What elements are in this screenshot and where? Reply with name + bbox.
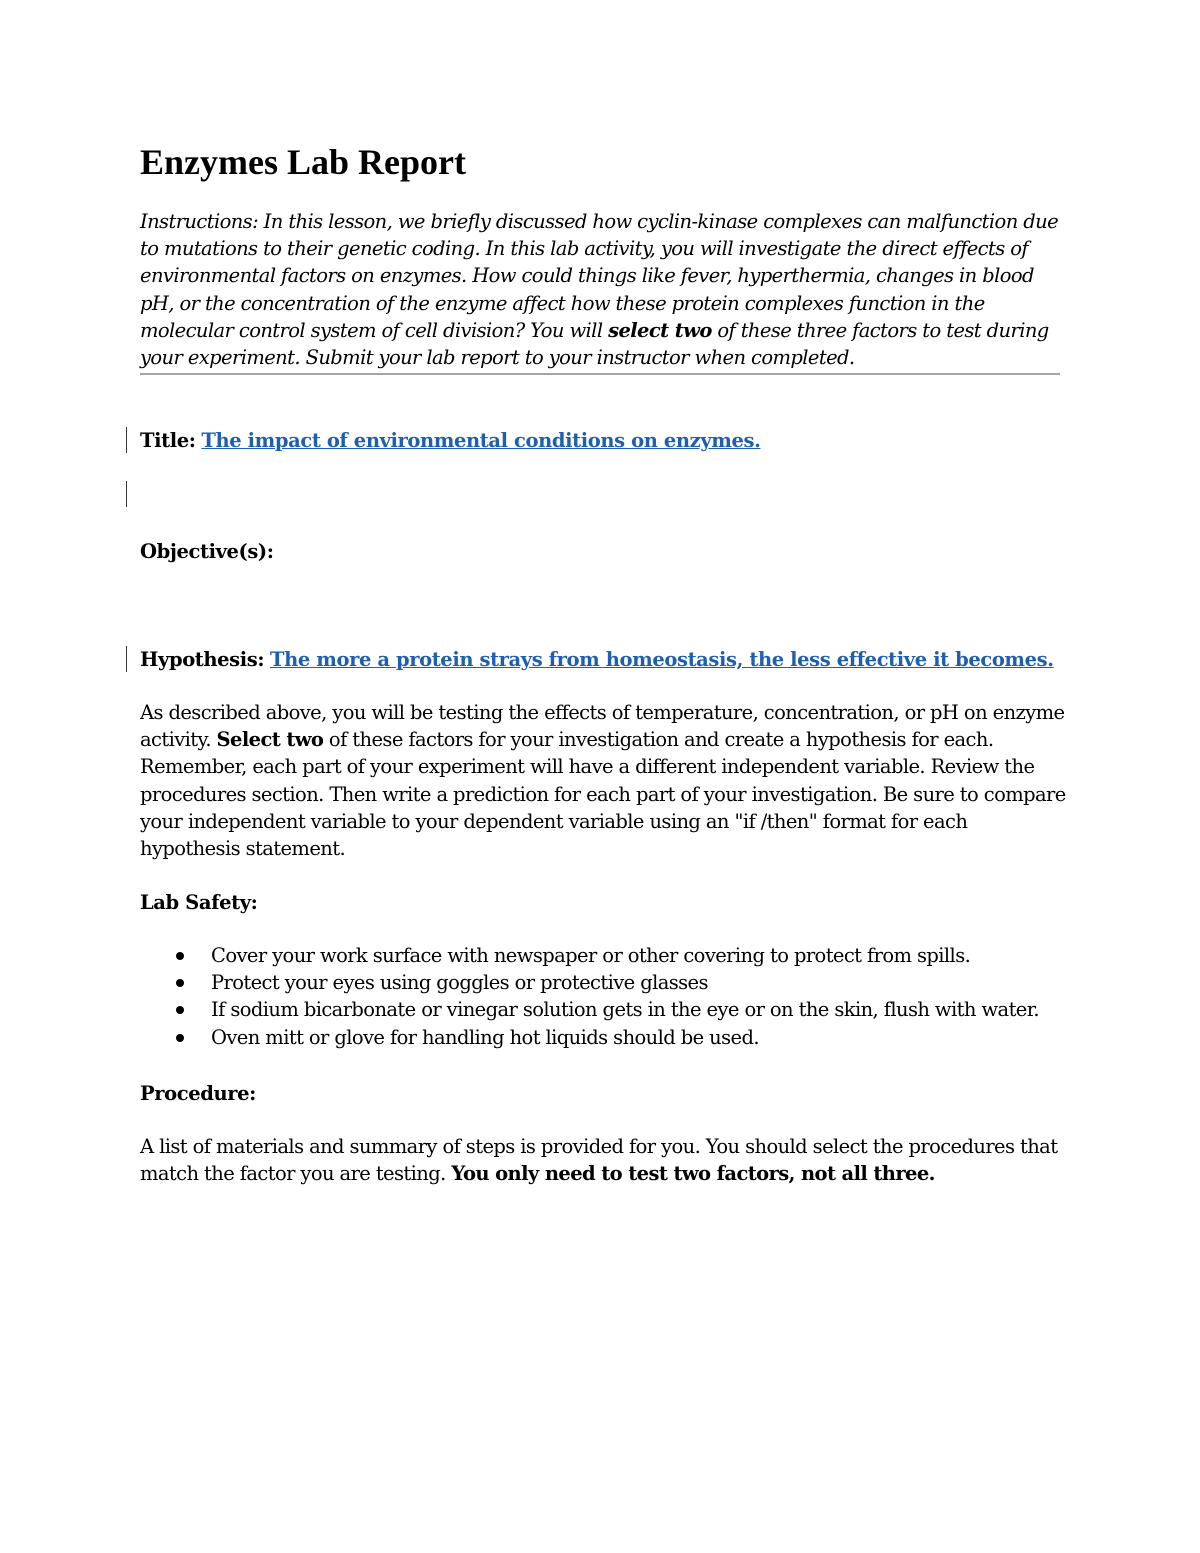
hypothesis-description [140,699,1070,862]
document-title: Enzymes Lab Report [140,142,466,182]
revision-bar-hypothesis [126,646,127,672]
lab-safety-list [140,942,1070,1051]
list-item [140,1024,1070,1051]
lab-safety-label: Lab Safety: [140,891,258,914]
lab-safety-heading [140,889,257,916]
hypothesis-description-b: of these factors for your investigation and create a hypothesis for each. Remember, each part of your experiment will have a different independent variable. Review the procedures section. Then write a prediction for each part of your investigation. Be sure to compare your independent variable to your dependent variable using an "if /then" format for each hypothesis statement. [140,728,1066,861]
instructions-emphasis: select two [608,318,712,342]
title-value-link[interactable]: The impact of environmental conditions on enzymes. [201,429,761,452]
revision-bar-title [126,427,127,453]
hypothesis-label: Hypothesis: [140,648,265,671]
hypothesis-field [140,646,1054,673]
bullet-icon [176,979,184,987]
hypothesis-description-bold: Select two [216,728,324,752]
bullet-icon [176,952,184,960]
list-item-text: Cover your work surface with newspaper or other covering to protect from spills. [211,944,971,967]
list-item [140,969,1070,996]
revision-bar-empty-line [126,481,127,507]
procedure-text: A list of materials and summary of steps is provided for you. You should select the procedures that match the factor you are testing. [140,1135,1058,1186]
hypothesis-description-a: As described above, you will be testing the effects of temperature, concentration, or pH on enzyme activity. [140,701,1065,752]
instructions-lead: Instructions: In this lesson, we briefly discussed how cyclin-kinase complexes can malfunction due to mutations to their genetic coding. In this lab activity, you will investigate the direct effects of environmental factors on enzymes. How could things like fever, hyperthermia, changes in blood pH, or the concentration of the enzyme affect how these protein complexes function in the molecular control system of cell division? You will [140,210,1059,342]
procedure-label: Procedure: [140,1082,256,1105]
list-item-text: Oven mitt or glove for handling hot liquids should be used. [211,1025,759,1049]
procedure-bold-text: You only need to test two factors, not all three. [451,1162,935,1186]
hypothesis-value-link[interactable]: The more a protein strays from homeostasis, the less effective it becomes. [269,648,1054,671]
objectives-label: Objective(s): [140,540,274,563]
procedure-heading [140,1080,256,1107]
procedure-paragraph [140,1133,1070,1187]
list-item [140,942,1070,969]
list-item-text: Protect your eyes using goggles or protective glasses [211,971,708,995]
bullet-icon [176,1006,184,1014]
title-field [140,427,760,454]
list-item-text: If sodium bicarbonate or vinegar solution gets in the eye or on the skin, flush with water. [211,998,1039,1022]
instructions-tail: of these three factors to test during your experiment. Submit your lab report to your instructor when completed. [140,318,1049,370]
bullet-icon [176,1034,184,1042]
objectives-field [140,538,274,565]
instructions-paragraph [140,208,1060,375]
title-label: Title: [140,429,196,452]
list-item [140,996,1070,1023]
